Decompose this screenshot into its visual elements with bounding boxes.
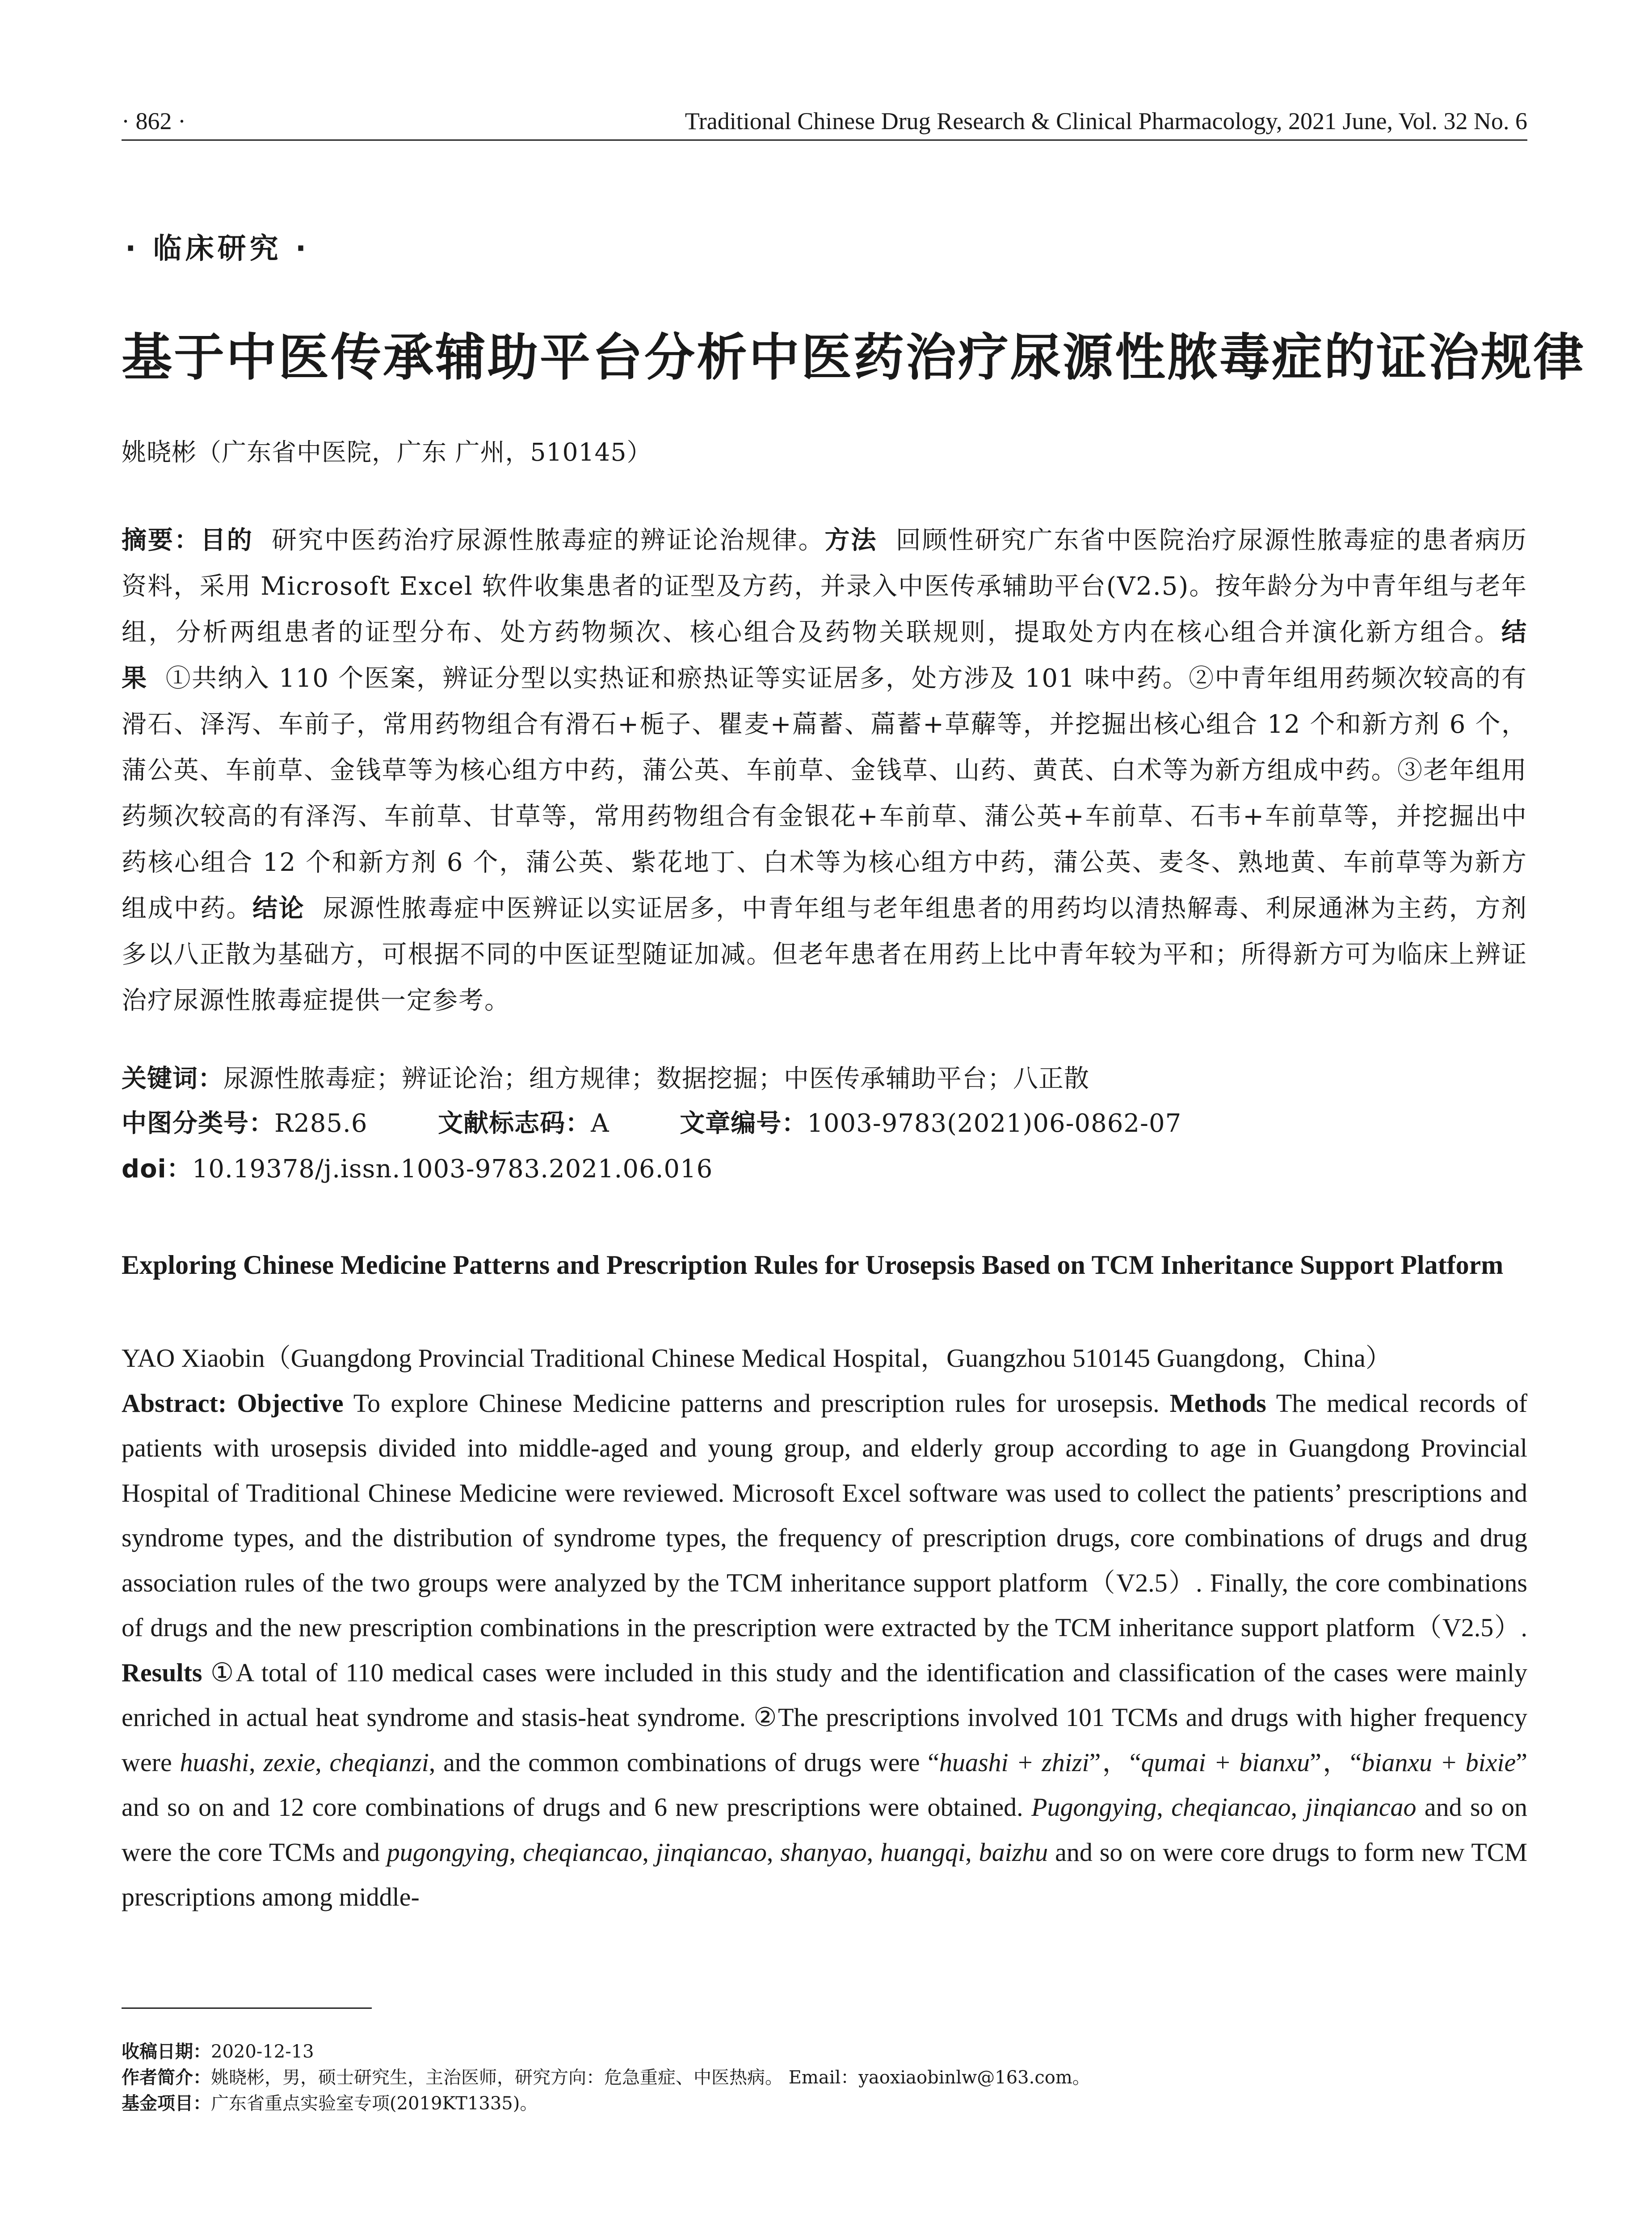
en-results-text: ①A total of 110 medical cases were included in this study and the identification and classification of the cases were mainly enriched in actual heat syndrome and stasis-heat syndrome. ②The prescriptions involved 101 TCMs and drugs with higher frequency were huashi, zexie, cheqianzi, and the common combinations of drugs were “huashi + zhizi”，“qumai + bianxu”，“bianxu + bixie” and so on and 12 core combinations of drugs and 6 new prescriptions were obtained. Pugongying, cheqiancao, jinqiancao and so on were the core TCMs and pugongying, cheqiancao, jinqiancao, shanyao, huangqi, baizhu and so on were core drugs to form new TCM prescriptions among middle-: [122, 1658, 1528, 1911]
doc-code-value: A: [591, 1109, 610, 1138]
footnote-received: 收稿日期：2020-12-13: [122, 2041, 314, 2062]
objective-text: 研究中医药治疗尿源性脓毒症的辨证论治规律。: [272, 526, 825, 555]
methods-label: 方法: [824, 526, 878, 555]
doi-label: doi：: [122, 1155, 192, 1184]
en-objective-text: To explore Chinese Medicine patterns and prescription rules for urosepsis.: [353, 1388, 1160, 1418]
article-number-value: 1003-9783(2021)06-0862-07: [807, 1109, 1182, 1138]
page-number: · 862 ·: [122, 108, 186, 134]
author-affiliation: 姚晓彬（广东省中医院，广东 广州，510145）: [122, 438, 652, 466]
journal-running-header: Traditional Chinese Drug Research & Clinical Pharmacology, 2021 June, Vol. 32 No. 6: [685, 108, 1527, 134]
methods-text: 回顾性研究广东省中医院治疗尿源性脓毒症的患者病历资料，采用 Microsoft Excel 软件收集患者的证型及方药，并录入中医传承辅助平台(V2.5)。按年龄分为中青年组与老年组，分析两组患者的证型分布、处方药物频次、核心组合及药物关联规则，提取处方内在核心组合并演化新方组合。: [122, 526, 1528, 647]
en-results-label: Results: [122, 1658, 202, 1687]
doi-line: [122, 1149, 713, 1185]
article-number-label: 文章编号：: [680, 1109, 807, 1138]
objective-label: 目的: [200, 526, 253, 555]
footnote-rule: [122, 2007, 372, 2009]
doc-code-label: 文献标志码：: [438, 1109, 591, 1138]
abstract-label: 摘要：: [122, 526, 201, 555]
abstract-cn: [122, 517, 1527, 1024]
footnote-author-bio: 作者简介：姚晓彬，男，硕士研究生，主治医师，研究方向：危急重症、中医热病。 Email：yaoxiaobinlw@163.com。: [122, 2067, 1090, 2088]
conclusion-label: 结论: [252, 894, 305, 923]
doi-value: 10.19378/j.issn.1003-9783.2021.06.016: [192, 1155, 713, 1184]
clc-value: R285.6: [274, 1109, 368, 1138]
en-methods-label: Methods: [1169, 1388, 1266, 1418]
keywords-value: 尿源性脓毒症；辨证论治；组方规律；数据挖掘；中医传承辅助平台；八正散: [223, 1064, 1089, 1093]
keywords: [122, 1059, 1089, 1095]
results-label: 结果: [122, 618, 1527, 693]
footnote-funding: 基金项目：广东省重点实验室专项(2019KT1335)。: [122, 2093, 538, 2114]
english-title: Exploring Chinese Medicine Patterns and Prescription Rules for Urosepsis Based on TCM Inheritance Support Platform: [122, 1250, 1504, 1280]
results-text: ①共纳入 110 个医案，辨证分型以实热证和瘀热证等实证居多，处方涉及 101 味中药。②中青年组用药频次较高的有滑石、泽泻、车前子，常用药物组合有滑石+栀子、瞿麦+萹蓄、萹蓄+草薢等，并挖掘出核心组合 12 个和新方剂 6 个，蒲公英、车前草、金钱草等为核心组方中药，蒲公英、车前草、金钱草、山药、黄芪、白术等为新方组成中药。③老年组用药频次较高的有泽泻、车前草、甘草等，常用药物组合有金银花+车前草、蒲公英+车前草、石韦+车前草等，并挖掘出中药核心组合 12 个和新方剂 6 个，蒲公英、紫花地丁、白术等为核心组方中药，蒲公英、麦冬、熟地黄、车前草等为新方组成中药。: [122, 664, 1528, 923]
english-abstract: [122, 1336, 1527, 1920]
en-methods-text: The medical records of patients with urosepsis divided into middle-aged and young group, and elderly group according to age in Guangdong Provincial Hospital of Traditional Chinese Medicine were reviewed. Microsoft Excel software was used to collect the patients’ prescriptions and syndrome types, and the distribution of syndrome types, the frequency of prescription drugs, core combinations of drugs and drug association rules of the two groups were analyzed by the TCM inheritance support platform（V2.5）. Finally, the core combinations of drugs and the new prescription combinations in the prescription were extracted by the TCM inheritance support platform（V2.5）.: [122, 1388, 1528, 1642]
english-author: YAO Xiaobin（Guangdong Provincial Traditional Chinese Medical Hospital，Guangzhou 510145 Guangdong，China）: [122, 1344, 1391, 1373]
clc-label: 中图分类号：: [122, 1109, 274, 1138]
header-rule: [122, 139, 1527, 141]
conclusion-text: 尿源性脓毒症中医辨证以实证居多，中青年组与老年组患者的用药均以清热解毒、利尿通淋为主药，方剂多以八正散为基础方，可根据不同的中医证型随证加减。但老年患者在用药上比中青年较为平和；所得新方可为临床上辨证治疗尿源性脓毒症提供一定参考。: [122, 894, 1528, 1015]
section-label: · 临床研究 ·: [125, 232, 310, 265]
classification-line: [122, 1104, 1181, 1139]
en-abstract-label: Abstract:: [122, 1388, 227, 1418]
paper-title: 基于中医传承辅助平台分析中医药治疗尿源性脓毒症的证治规律: [122, 328, 1585, 387]
en-objective-label: Objective: [237, 1388, 344, 1418]
keywords-label: 关键词：: [122, 1064, 223, 1093]
